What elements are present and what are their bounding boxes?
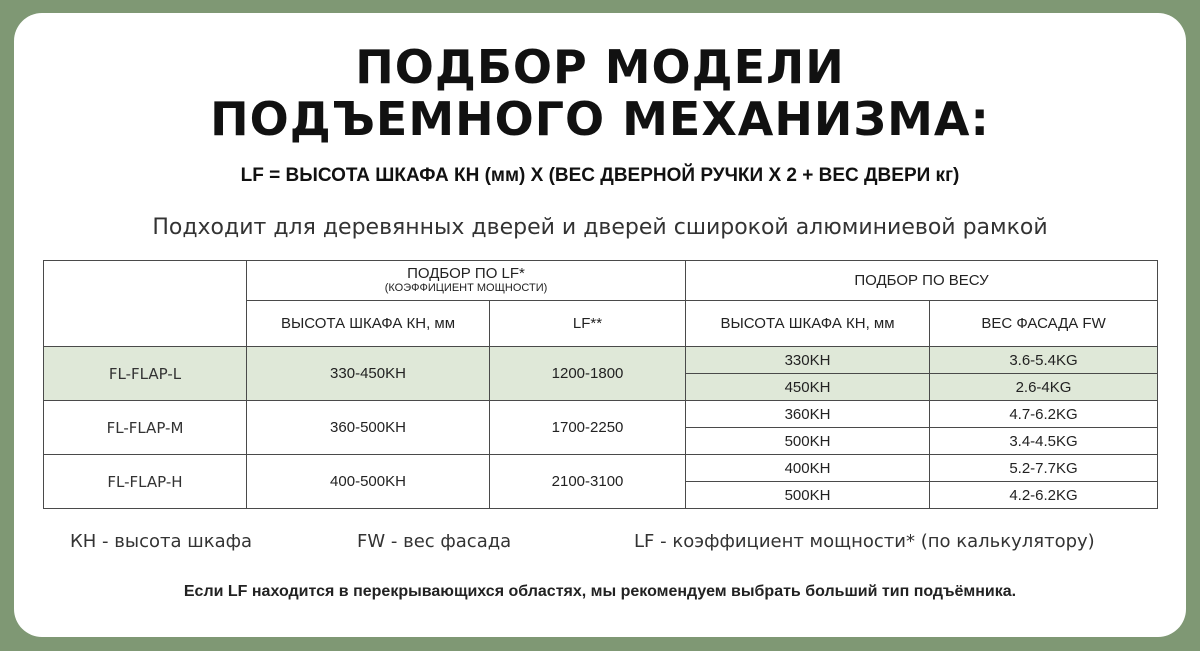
sub-weight: 2.6-4KG <box>930 374 1158 401</box>
model-name: FL-FLAP-L <box>44 347 247 401</box>
sub-weight: 4.2-6.2KG <box>930 482 1158 509</box>
header-lf: LF** <box>490 301 686 347</box>
header-facade-weight: ВЕС ФАСАДА FW <box>930 301 1158 347</box>
sub-weight: 3.4-4.5KG <box>930 428 1158 455</box>
header-empty-cell <box>44 261 247 347</box>
title-line-1: ПОДБОР МОДЕЛИ <box>355 40 845 94</box>
sub-height: 450KH <box>686 374 930 401</box>
header-group-lf-title: ПОДБОР ПО LF* <box>407 264 525 282</box>
subtitle: Подходит для деревянных дверей и дверей сширокой алюминиевой рамкой <box>152 215 1048 240</box>
sub-height: 500KH <box>686 428 930 455</box>
selection-table <box>43 260 1158 509</box>
sub-height: 400KH <box>686 455 930 482</box>
height-range: 360-500KH <box>247 401 490 455</box>
header-height-weight: ВЫСОТА ШКАФА КН, мм <box>686 301 930 347</box>
sub-weight: 3.6-5.4KG <box>930 347 1158 374</box>
lf-range: 1200-1800 <box>490 347 686 401</box>
header-height-lf: ВЫСОТА ШКАФА КН, мм <box>247 301 490 347</box>
page-title <box>14 41 1186 145</box>
header-group-weight: ПОДБОР ПО ВЕСУ <box>686 261 1158 301</box>
table-row <box>44 455 1158 482</box>
title-line-2: ПОДЪЕМНОГО МЕХАНИЗМА: <box>210 92 990 146</box>
sub-weight: 5.2-7.7KG <box>930 455 1158 482</box>
model-name: FL-FLAP-M <box>44 401 247 455</box>
sub-height: 360KH <box>686 401 930 428</box>
table-row <box>44 347 1158 374</box>
table-row <box>44 401 1158 428</box>
height-range: 330-450KH <box>247 347 490 401</box>
lf-formula: LF = ВЫСОТА ШКАФА КН (мм) Х (ВЕС ДВЕРНОЙ РУЧКИ Х 2 + ВЕС ДВЕРИ кг) <box>240 165 960 186</box>
header-group-lf-subtitle: (КОЭФФИЦИЕНТ МОЩНОСТИ) <box>384 281 548 294</box>
recommendation-note: Если LF находится в перекрывающихся областях, мы рекомендуем выбрать больший тип подъёмника. <box>183 583 1017 600</box>
model-name: FL-FLAP-H <box>44 455 247 509</box>
sub-weight: 4.7-6.2KG <box>930 401 1158 428</box>
legend-fw: FW - вес фасада <box>357 531 512 552</box>
sub-height: 330KH <box>686 347 930 374</box>
legend-lf: LF - коэффициент мощности* (по калькулятору) <box>634 531 1095 552</box>
header-group-lf <box>247 261 686 301</box>
lf-range: 2100-3100 <box>490 455 686 509</box>
info-card <box>14 13 1186 637</box>
lf-range: 1700-2250 <box>490 401 686 455</box>
sub-height: 500KH <box>686 482 930 509</box>
height-range: 400-500KH <box>247 455 490 509</box>
legend-kh: КН - высота шкафа <box>70 531 253 552</box>
